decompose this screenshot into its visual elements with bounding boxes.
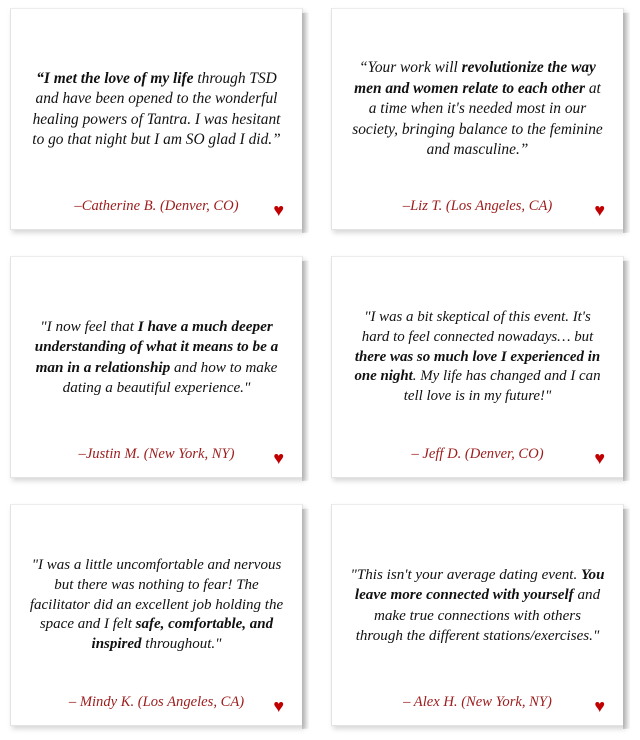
testimonial-card-body bbox=[10, 8, 303, 230]
testimonial-card-body bbox=[10, 256, 303, 478]
testimonial-card-body bbox=[331, 504, 624, 726]
testimonial-attribution-row bbox=[348, 198, 607, 219]
testimonial-quote bbox=[27, 21, 286, 198]
heart-icon: ♥ bbox=[273, 200, 284, 220]
testimonial-card bbox=[6, 252, 313, 486]
testimonial-attribution-row bbox=[348, 694, 607, 715]
heart-icon: ♥ bbox=[594, 696, 605, 716]
testimonial-card bbox=[327, 500, 634, 734]
testimonial-attribution-row bbox=[27, 198, 286, 219]
testimonial-quote-text: "I now feel that I have a much deeper understanding of what it means to be a man in a relationship and how to make dating a beautiful experience." bbox=[34, 318, 279, 396]
testimonial-quote bbox=[348, 21, 607, 198]
testimonial-card bbox=[6, 4, 313, 238]
testimonial-author: – Jeff D. (Denver, CO) bbox=[411, 446, 544, 462]
testimonial-card bbox=[327, 4, 634, 238]
testimonial-card-body bbox=[331, 256, 624, 478]
testimonial-card-body bbox=[331, 8, 624, 230]
testimonial-quote-text: “I met the love of my life through TSD and have been opened to the wonderful healing powers of Tantra. I was hesitant to go that night but I am SO glad I did.” bbox=[32, 69, 281, 148]
testimonial-quote-text: "I was a bit skeptical of this event. It's hard to feel connected nowadays… but there was so much love I experienced in one night. My life has changed and I can tell love is in my future!" bbox=[354, 308, 601, 405]
testimonial-card bbox=[6, 500, 313, 734]
testimonial-attribution-row bbox=[27, 694, 286, 715]
testimonial-quote bbox=[27, 269, 286, 446]
testimonial-quote-text: "This isn't your average dating event. You leave more connected with yourself and make true connections with others through the different stations/exercises." bbox=[350, 567, 605, 644]
heart-icon: ♥ bbox=[594, 448, 605, 468]
testimonial-attribution-row bbox=[27, 446, 286, 467]
testimonial-author: –Liz T. (Los Angeles, CA) bbox=[402, 198, 553, 214]
heart-icon: ♥ bbox=[594, 200, 605, 220]
testimonial-card bbox=[327, 252, 634, 486]
testimonial-author: – Alex H. (New York, NY) bbox=[403, 694, 552, 710]
testimonial-quote-text: “Your work will revolutionize the way men and women relate to each other at a time when it's needed most in our society, bringing balance to the feminine and masculine.” bbox=[352, 59, 603, 159]
heart-icon: ♥ bbox=[273, 448, 284, 468]
testimonial-author: –Catherine B. (Denver, CO) bbox=[74, 198, 239, 214]
testimonial-quote-text: "I was a little uncomfortable and nervous but there was nothing to fear! The facilitator did an excellent job holding the space and I felt safe, comfortable, and inspired throughout." bbox=[29, 556, 284, 653]
testimonial-quote bbox=[27, 517, 286, 694]
testimonial-quote bbox=[348, 517, 607, 694]
testimonial-quote bbox=[348, 269, 607, 446]
testimonial-author: –Justin M. (New York, NY) bbox=[78, 446, 235, 462]
heart-icon: ♥ bbox=[273, 696, 284, 716]
testimonial-card-body bbox=[10, 504, 303, 726]
testimonial-attribution-row bbox=[348, 446, 607, 467]
testimonial-author: – Mindy K. (Los Angeles, CA) bbox=[68, 694, 245, 710]
